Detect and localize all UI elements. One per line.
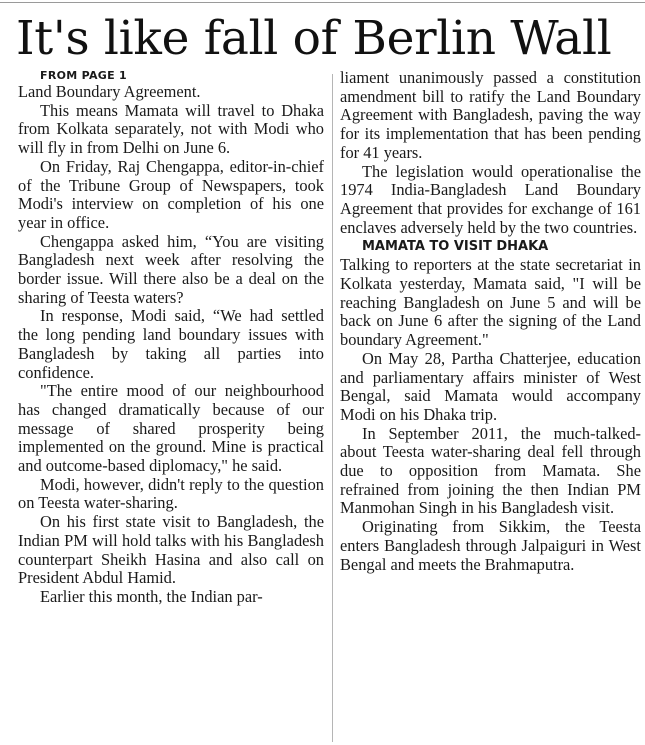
top-rule — [0, 2, 645, 3]
paragraph: In response, Modi said, “We had settled the long pending land boundary issues with Bangladesh by taking all parties into confidence. — [18, 306, 324, 382]
paragraph: On May 28, Partha Chatterjee, education and parliamentary affairs minister of West Bengal, said Mamata would accompany Modi on his Dhaka trip. — [340, 348, 641, 424]
headline: It's like fall of Berlin Wall — [16, 11, 612, 66]
paragraph: On Friday, Raj Chengappa, editor-in-chief of the Tribune Group of Newspapers, took Modi's interview on completion of his one year in office. — [18, 156, 324, 232]
right-column — [340, 69, 641, 574]
paragraph: This means Mamata will travel to Dhaka from Kolkata separately, not with Modi who will fly in from Delhi on June 6. — [18, 100, 324, 158]
left-column — [18, 69, 324, 607]
column-divider — [332, 74, 333, 742]
paragraph: Originating from Sikkim, the Teesta enters Bangladesh through Jalpaiguri in West Bengal and meets the Brahmaputra. — [340, 517, 641, 574]
paragraph: Modi, however, didn't reply to the question on Teesta water-sharing. — [18, 474, 324, 513]
paragraph: On his first state visit to Bangladesh, the Indian PM will hold talks with his Bangladesh counterpart Sheikh Hasina and also call on President Abdul Hamid. — [18, 512, 324, 588]
paragraph: "The entire mood of our neighbourhood has changed dramatically because of our message of shared prosperity being implemented on the ground. Mine is practical and outcome-based diplomacy," he said. — [18, 381, 324, 476]
paragraph: Land Boundary Agreement. — [18, 82, 201, 101]
paragraph: Talking to reporters at the state secretariat in Kolkata yesterday, Mamata said, "I will be reaching Bangladesh on June 5 and will be back on June 6 after the signing of the Land boundary Agreement." — [340, 255, 641, 350]
subheading: MAMATA TO VISIT DHAKA — [362, 239, 549, 255]
paragraph: The legislation would operationalise the 1974 India-Bangladesh Land Boundary Agreement that provides for exchange of 161 enclaves adversely held by the two countries. — [340, 161, 641, 237]
continuation-kicker: FROM PAGE 1 — [40, 69, 128, 82]
paragraph: In September 2011, the much-talked-about Teesta water-sharing deal fell through due to opposition from Mamata. She refrained from joining the then Indian PM Manmohan Singh in his Bangladesh visit. — [340, 423, 641, 518]
paragraph: Chengappa asked him, “You are visiting Bangladesh next week after resolving the border issue. Will there also be a deal on the sharing of Teesta waters? — [18, 231, 324, 307]
paragraph: liament unanimously passed a constitution amendment bill to ratify the Land Boundary Agreement with Bangladesh, paving the way for its implementation that has been pending for 41 years. — [340, 68, 641, 162]
paragraph: Earlier this month, the Indian par- — [40, 586, 263, 606]
